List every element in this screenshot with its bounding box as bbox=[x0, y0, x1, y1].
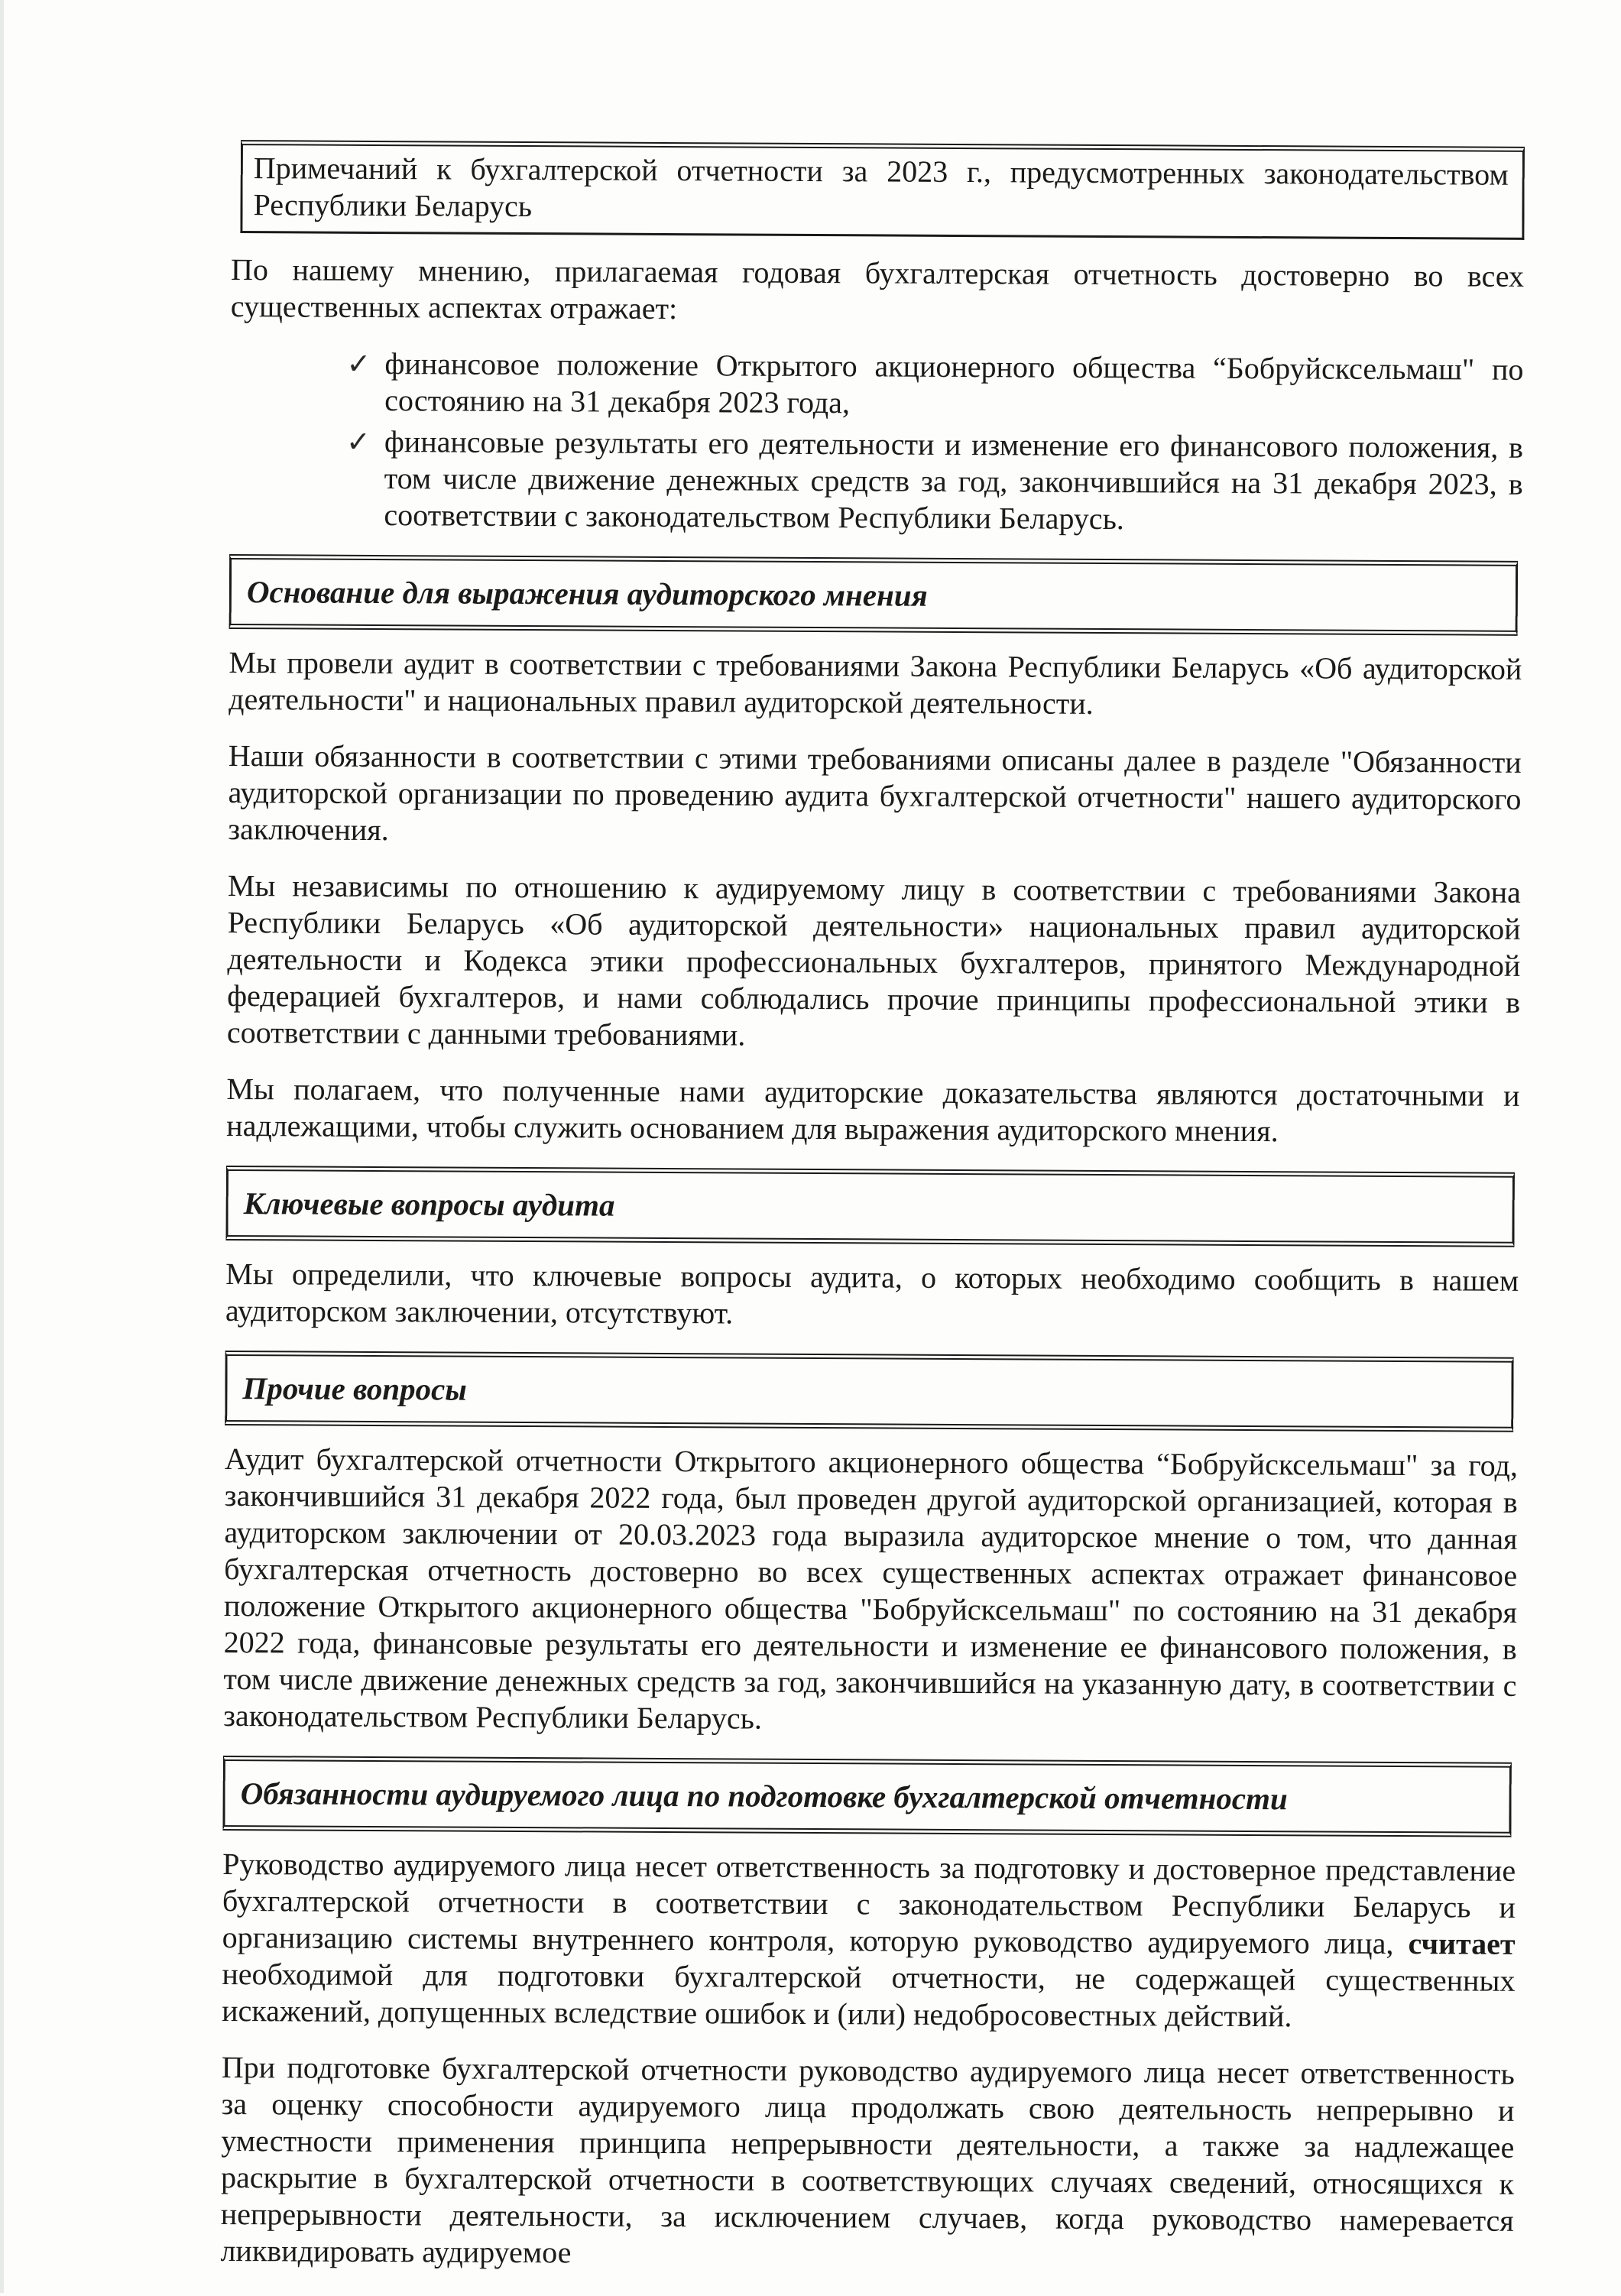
document-page bbox=[220, 140, 1525, 2296]
text-run: необходимой для подготовки бухгалтерской отчетности, не содержащей существенных искажений, допущенных вследствие ошибок и (или) недобросовестных действий. bbox=[222, 1956, 1516, 2034]
section-heading-box bbox=[229, 554, 1518, 636]
text-run: Мы провели аудит в соответствии с требованиями Закона Республики Беларусь «Об аудиторской деятельности" и национальных правил аудиторской деятельности. bbox=[229, 644, 1522, 721]
bold-text-run: считает bbox=[1408, 1926, 1516, 1961]
section-heading: Основание для выражения аудиторского мнения bbox=[246, 574, 928, 613]
paragraph bbox=[226, 1071, 1519, 1151]
paragraph bbox=[228, 738, 1522, 855]
checkmark-icon: ✓ bbox=[345, 424, 371, 459]
opinion-bullet-list bbox=[345, 345, 1523, 540]
document-section bbox=[225, 1166, 1519, 1336]
section-heading: Обязанности аудируемого лица по подготовке бухгалтерской отчетности bbox=[240, 1776, 1288, 1817]
bullet-text: финансовое положение Открытого акционерного общества “Бобруйсксельмаш" по состоянию на 31 декабря 2023 года, bbox=[384, 346, 1524, 420]
bullet-text: финансовые результаты его деятельности и изменение его финансового положения, в том числе движение денежных средств за год, закончившийся на 31 декабря 2023, в соответствии с законодательством Республики Беларусь. bbox=[384, 424, 1524, 537]
paragraph bbox=[223, 1441, 1518, 1741]
scan-edge-artifact bbox=[0, 0, 4, 2293]
section-heading: Прочие вопросы bbox=[242, 1370, 467, 1407]
text-run: Аудит бухгалтерской отчетности Открытого акционерного общества “Бобруйсксельмаш" за год, закончившийся 31 декабря 2022 года, был проведен другой аудиторской организацией, которая в аудиторском заключении от 20.03.2023 года выразила аудиторское мнение о том, что данная бухгалтерская отчетность достоверно во всех существенных аспектах отражает финансовое положение Открытого акционерного общества "Бобруйсксельмаш" по состоянию на 31 декабря 2022 года, финансовые результаты его деятельности и изменение ее финансового положения, в том числе движение денежных средств за год, закончившийся на указанную дату, в соответствии с законодательством Республики Беларусь. bbox=[223, 1441, 1519, 1736]
opinion-intro-paragraph: По нашему мнению, прилагаемая годовая бухгалтерская отчетность достоверно во всех существенных аспектах отражает: bbox=[230, 251, 1525, 326]
section-heading: Ключевые вопросы аудита bbox=[243, 1185, 615, 1223]
list-item bbox=[346, 345, 1523, 425]
paragraph bbox=[227, 867, 1521, 1058]
text-run: Мы независимы по отношению к аудируемому лицу в соответствии с требованиями Закона Республики Беларусь «Об аудиторской деятельности» национальных правил аудиторской деятельности и Кодекса этики профессиональных бухгалтеров, принятого Международной федерацией бухгалтеров, и нами соблюдались прочие принципы профессиональной этики в соответствии с данными требованиями. bbox=[226, 867, 1521, 1052]
document-sections bbox=[220, 554, 1522, 2276]
document-section bbox=[223, 1351, 1519, 1741]
document-section bbox=[226, 554, 1522, 1151]
page-title: Примечаний к бухгалтерской отчетности за 2023 г., предусмотренных законодательством Республики Беларусь bbox=[253, 151, 1509, 224]
paragraph bbox=[220, 2049, 1514, 2276]
list-item bbox=[345, 423, 1523, 540]
section-heading-box bbox=[222, 1756, 1511, 1837]
paragraph bbox=[222, 1846, 1516, 2036]
text-run: Мы определили, что ключевые вопросы аудита, о которых необходимо сообщить в нашем аудиторском заключении, отсутствуют. bbox=[225, 1256, 1519, 1331]
document-section bbox=[220, 1756, 1516, 2276]
text-run: Наши обязанности в соответствии с этими требованиями описаны далее в разделе "Обязанности аудиторской организации по проведению аудита бухгалтерской отчетности" нашего аудиторского заключения. bbox=[228, 738, 1522, 848]
title-box bbox=[240, 140, 1525, 240]
section-heading-box bbox=[225, 1166, 1514, 1247]
paragraph bbox=[225, 1256, 1519, 1336]
text-run: Мы полагаем, что полученные нами аудиторские доказательства являются достаточными и надлежащими, чтобы служить основанием для выражения аудиторского мнения. bbox=[226, 1071, 1520, 1149]
text-run: Руководство аудируемого лица несет ответственность за подготовку и достоверное представление бухгалтерской отчетности в соответствии с законодательством Республики Беларусь и организацию системы внутреннего контроля, которую руководство аудируемого лица, bbox=[222, 1846, 1516, 1961]
paragraph bbox=[229, 644, 1522, 725]
section-heading-box bbox=[225, 1351, 1513, 1432]
checkmark-icon: ✓ bbox=[346, 346, 371, 381]
text-run: При подготовке бухгалтерской отчетности руководство аудируемого лица несет ответственность за оценку способности аудируемого лица продолжать свою деятельность непрерывно и уместности применения принципа непрерывности деятельности, а также за надлежащее раскрытие в бухгалтерской отчетности в соответствующих случаях сведений, относящихся к непрерывности деятельности, за исключением случаев, когда руководство намеревается ликвидировать аудируемое bbox=[220, 2049, 1515, 2270]
